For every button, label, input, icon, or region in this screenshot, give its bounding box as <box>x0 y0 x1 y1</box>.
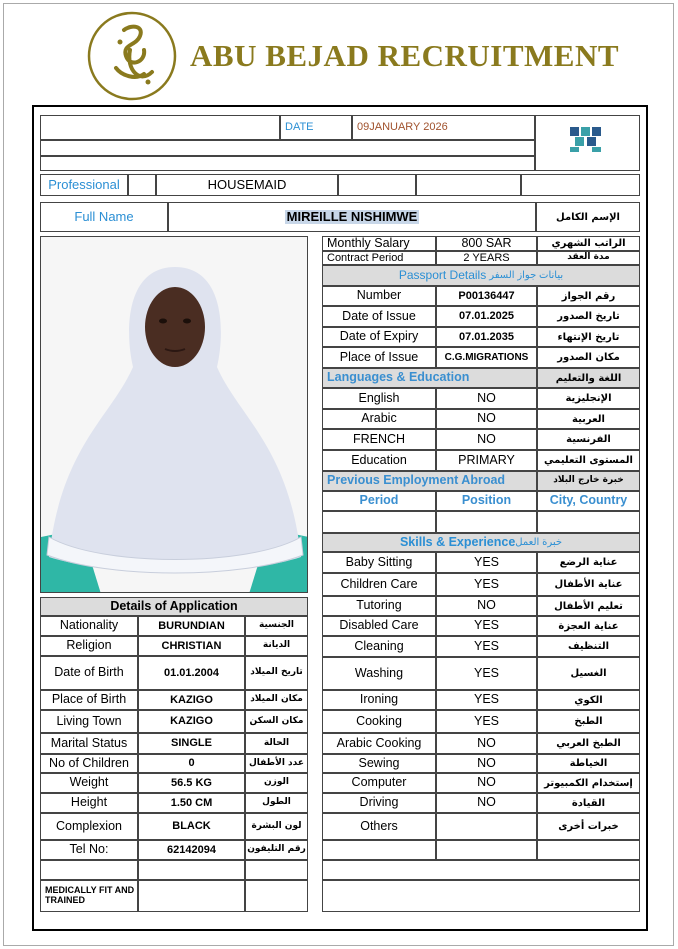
language-row-value: NO <box>436 409 537 429</box>
bottom-empty-1 <box>40 860 138 880</box>
passport-row-label-ar: تاريخ الصدور <box>537 306 640 327</box>
skill-row-label-ar: خبرات أخرى <box>537 813 640 840</box>
bottom-empty-2 <box>138 860 245 880</box>
calligraphy-logo-icon <box>86 10 178 102</box>
company-name: ABU BEJAD RECRUITMENT <box>190 38 620 73</box>
application-row-label-ar: الجنسية <box>245 616 308 636</box>
bottom-right-empty-2 <box>322 880 640 912</box>
professional-gap <box>128 174 156 196</box>
language-row-label-ar: العربية <box>537 409 640 429</box>
skill-row-value: NO <box>436 754 537 773</box>
skill-row-value: YES <box>436 552 537 573</box>
skill-row-label: Arabic Cooking <box>322 733 436 754</box>
application-row-label-ar: الديانة <box>245 636 308 656</box>
languages-header: Languages & Education <box>322 368 537 388</box>
application-row-value: CHRISTIAN <box>138 636 245 656</box>
skill-row-label-ar: عناية الأطفال <box>537 573 640 596</box>
application-row-label: Place of Birth <box>40 690 138 710</box>
skill-row-label-ar: الطبخ العربي <box>537 733 640 754</box>
passport-header <box>322 265 640 286</box>
skill-row-label: Tutoring <box>322 596 436 616</box>
language-row-label: FRENCH <box>322 429 436 450</box>
application-row-value: 0 <box>138 754 245 773</box>
passport-row-value: 07.01.2025 <box>436 306 537 327</box>
bottom-empty-3 <box>245 860 308 880</box>
passport-row-label: Place of Issue <box>322 347 436 368</box>
passport-row-label-ar: مكان الصدور <box>537 347 640 368</box>
application-row-label: Date of Birth <box>40 656 138 690</box>
contract-label-ar: مدة العقد <box>537 251 640 265</box>
application-row-label: Religion <box>40 636 138 656</box>
employment-header: Previous Employment Abroad <box>322 471 537 491</box>
application-row-label-ar: مكان الميلاد <box>245 690 308 710</box>
skill-row-label-ar: التنظيف <box>537 636 640 657</box>
candidate-photo <box>40 236 308 593</box>
skill-row-value: YES <box>436 636 537 657</box>
employment-empty-3 <box>537 511 640 533</box>
passport-row-label-ar: تاريخ الإنتهاء <box>537 327 640 347</box>
skill-row-label: Disabled Care <box>322 616 436 636</box>
skill-row-label-ar: إستخدام الكمبيوتر <box>537 773 640 793</box>
language-row-label-ar: المستوى التعليمي <box>537 450 640 471</box>
application-row-value: BLACK <box>138 813 245 840</box>
application-row-label-ar: الوزن <box>245 773 308 793</box>
application-row-value: 62142094 <box>138 840 245 860</box>
skills-header-ar: خبرة العمل <box>515 537 563 548</box>
language-row-label: Education <box>322 450 436 471</box>
skill-row-label: Sewing <box>322 754 436 773</box>
skill-row-value: YES <box>436 690 537 710</box>
passport-header-text: Passport Details <box>398 267 487 282</box>
passport-row-value: C.G.MIGRATIONS <box>436 347 537 368</box>
skill-row-label-ar: عناية الرضع <box>537 552 640 573</box>
skill-row-label-ar: الطبخ <box>537 710 640 733</box>
skill-row-value: YES <box>436 657 537 690</box>
professional-value: HOUSEMAID <box>156 174 338 196</box>
application-row-label-ar: عدد الأطفال <box>245 754 308 773</box>
contract-value: 2 YEARS <box>436 251 537 265</box>
application-row-value: 1.50 CM <box>138 793 245 813</box>
language-row-value: PRIMARY <box>436 450 537 471</box>
application-row-value: SINGLE <box>138 733 245 754</box>
application-row-label: Complexion <box>40 813 138 840</box>
employment-empty-2 <box>436 511 537 533</box>
passport-row-value: P00136447 <box>436 286 537 306</box>
application-row-label: Marital Status <box>40 733 138 754</box>
top-empty-cell <box>40 115 280 140</box>
partner-logo-cell <box>535 115 640 171</box>
skill-row-value: NO <box>436 773 537 793</box>
language-row-label-ar: الفرنسية <box>537 429 640 450</box>
date-label: DATE <box>280 115 352 140</box>
application-row-value: KAZIGO <box>138 690 245 710</box>
application-row-value: KAZIGO <box>138 710 245 733</box>
employment-col-city-country: City, Country <box>537 491 640 511</box>
bottom-right-empty-1 <box>322 860 640 880</box>
employment-col-position: Position <box>436 491 537 511</box>
application-row-value: 01.01.2004 <box>138 656 245 690</box>
application-row-label: Nationality <box>40 616 138 636</box>
passport-row-label: Date of Expiry <box>322 327 436 347</box>
full-name-label: Full Name <box>40 202 168 232</box>
salary-label: Monthly Salary <box>322 236 436 251</box>
employment-header-ar: خبرة خارج البلاد <box>537 471 640 491</box>
skill-row-label-ar: الخياطة <box>537 754 640 773</box>
skill-row-label-ar: الكوي <box>537 690 640 710</box>
header <box>86 10 646 102</box>
application-row-label: Tel No: <box>40 840 138 860</box>
language-row-value: NO <box>436 429 537 450</box>
skill-row-value: YES <box>436 573 537 596</box>
skill-row-label-ar: الغسيل <box>537 657 640 690</box>
application-row-value: 56.5 KG <box>138 773 245 793</box>
languages-header-ar: اللغة والتعليم <box>537 368 640 388</box>
application-row-value: BURUNDIAN <box>138 616 245 636</box>
application-row-label: Height <box>40 793 138 813</box>
language-row-label-ar: الإنجليزية <box>537 388 640 409</box>
skill-row-value: NO <box>436 596 537 616</box>
language-row-label: Arabic <box>322 409 436 429</box>
passport-row-label: Date of Issue <box>322 306 436 327</box>
skill-row-label: Driving <box>322 793 436 813</box>
partner-logo-icon <box>558 123 618 163</box>
skill-row-label-ar: تعليم الأطفال <box>537 596 640 616</box>
skill-row-value: NO <box>436 733 537 754</box>
employment-empty-1 <box>322 511 436 533</box>
skill-row-value: YES <box>436 710 537 733</box>
application-row-label-ar: مكان السكن <box>245 710 308 733</box>
skill-row-empty <box>436 840 537 860</box>
full-name-label-ar: الإسم الكامل <box>536 202 640 232</box>
application-row-label: Weight <box>40 773 138 793</box>
skill-row-label: Ironing <box>322 690 436 710</box>
application-row-label: Living Town <box>40 710 138 733</box>
skills-header <box>322 533 640 552</box>
skill-row-label-ar: القيادة <box>537 793 640 813</box>
skill-row-label: Others <box>322 813 436 840</box>
passport-row-label: Number <box>322 286 436 306</box>
skill-row-label: Baby Sitting <box>322 552 436 573</box>
passport-row-value: 07.01.2035 <box>436 327 537 347</box>
top-empty-row-3 <box>40 156 535 171</box>
top-empty-row-2 <box>40 140 535 156</box>
full-name-value-cell <box>168 202 536 232</box>
employment-col-period: Period <box>322 491 436 511</box>
date-value: 09JANUARY 2026 <box>352 115 535 140</box>
application-row-label-ar: الطول <box>245 793 308 813</box>
language-row-label: English <box>322 388 436 409</box>
professional-empty-1 <box>338 174 416 196</box>
professional-empty-2 <box>416 174 521 196</box>
full-name-value: MIREILLE NISHIMWE <box>286 208 418 224</box>
skill-row-label: Cleaning <box>322 636 436 657</box>
application-row-label-ar: رقم التليفون <box>245 840 308 860</box>
professional-label: Professional <box>40 174 128 196</box>
skill-row-value <box>436 813 537 840</box>
skill-row-empty <box>537 840 640 860</box>
passport-header-ar: بيانات جواز السفر <box>489 270 564 281</box>
application-row-label-ar: لون البشرة <box>245 813 308 840</box>
skill-row-label: Washing <box>322 657 436 690</box>
medical-note: MEDICALLY FIT AND TRAINED <box>40 880 138 912</box>
skill-row-label: Children Care <box>322 573 436 596</box>
language-row-value: NO <box>436 388 537 409</box>
application-header: Details of Application <box>40 597 308 616</box>
professional-empty-3 <box>521 174 640 196</box>
skill-row-label: Computer <box>322 773 436 793</box>
application-row-label-ar: الحالة <box>245 733 308 754</box>
bottom-empty-5 <box>245 880 308 912</box>
skill-row-value: NO <box>436 793 537 813</box>
salary-value: 800 SAR <box>436 236 537 251</box>
passport-row-label-ar: رقم الجواز <box>537 286 640 306</box>
contract-label: Contract Period <box>322 251 436 265</box>
skills-header-text: Skills & Experience <box>399 534 516 549</box>
application-row-label: No of Children <box>40 754 138 773</box>
skill-row-value: YES <box>436 616 537 636</box>
skill-row-label-ar: عناية العجزة <box>537 616 640 636</box>
application-row-label-ar: تاريخ الميلاد <box>245 656 308 690</box>
salary-label-ar: الراتب الشهري <box>537 236 640 251</box>
skill-row-label: Cooking <box>322 710 436 733</box>
bottom-empty-4 <box>138 880 245 912</box>
skill-row-empty <box>322 840 436 860</box>
